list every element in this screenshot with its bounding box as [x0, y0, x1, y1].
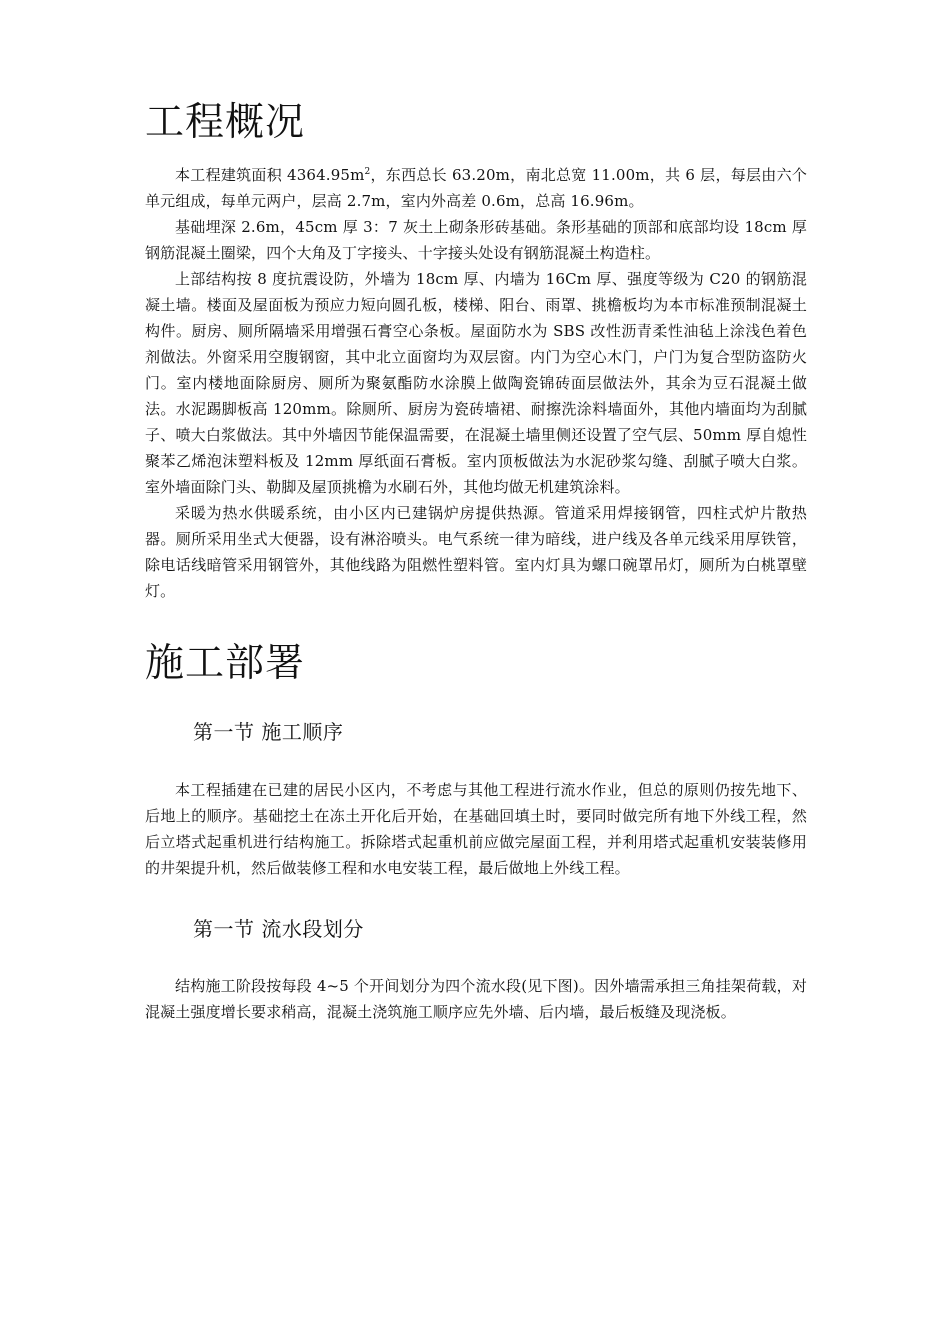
- paragraph-superstructure: 上部结构按 8 度抗震设防，外墙为 18cm 厚、内墙为 16Cm 厚、强度等级为 C20 的钢筋混凝土墙。楼面及屋面板为预应力短向圆孔板，楼梯、阳台、雨罩、挑檐板均为本市标准预制混凝土构件。厨房、厕所隔墙采用增强石膏空心条板。屋面防水为 SBS 改性沥青柔性油毡上涂浅色着色剂做法。外窗采用空腹钢窗，其中北立面窗均为双层窗。内门为空心木门，户门为复合型防盗防火门。室内楼地面除厨房、厕所为聚氨酯防水涂膜上做陶瓷锦砖面层做法外，其余为豆石混凝土做法。水泥踢脚板高 120mm。除厕所、厨房为瓷砖墙裙、耐擦洗涂料墙面外，其他内墙面均为刮腻子、喷大白浆做法。其中外墙因节能保温需要，在混凝土墙里侧还设置了空气层、50mm 厚自熄性聚苯乙烯泡沫塑料板及 12mm 厚纸面石膏板。室内顶板做法为水泥砂浆勾缝、刮腻子喷大白浆。室外墙面除门头、勒脚及屋顶挑檐为水刷石外，其他均做无机建筑涂料。: [145, 270, 807, 496]
- document-page: [145, 0, 807, 1025]
- paragraph-building-area: 本工程建筑面积 $4364.95m^2$，东西总长 63.20m，南北总宽 11.00m，共 6 层，每层由六个单元组成，每单元两户，层高 2.7m，室内外高差 0.6m，总高 16.96m。: [145, 166, 808, 210]
- subheading-construction-sequence: 第一节 施工顺序: [193, 720, 344, 744]
- superscript-2: 2: [364, 167, 371, 177]
- paragraph-foundation: 基础埋深 2.6m，45cm 厚 3：7 灰土上砌条形砖基础。条形基础的顶部和底部均设 18cm 厚钢筋混凝土圈梁，四个大角及丁字接头、十字接头处设有钢筋混凝土构造柱。: [145, 218, 807, 262]
- paragraph-flow-section-division: 结构施工阶段按每段 4~5 个开间划分为四个流水段(见下图)。因外墙需承担三角挂架荷载，对混凝土强度增长要求稍高，混凝土浇筑施工顺序应先外墙、后内墙，最后板缝及现浇板。: [145, 977, 807, 1021]
- paragraph-heating-electrical: 采暖为热水供暖系统，由小区内已建锅炉房提供热源。管道采用焊接钢管，四柱式炉片散热器。厕所采用坐式大便器，设有淋浴喷头。电气系统一律为暗线，进户线及各单元线采用厚铁管，除电话线暗管采用钢管外，其他线路为阻燃性塑料管。室内灯具为螺口碗罩吊灯，厕所为白桃罩壁灯。: [145, 504, 807, 600]
- subheading-flow-section-division: 第一节 流水段划分: [193, 917, 364, 941]
- heading-construction-deployment: 施工部署: [145, 641, 306, 686]
- heading-project-overview: 工程概况: [145, 100, 306, 145]
- paragraph-construction-sequence: 本工程插建在已建的居民小区内，不考虑与其他工程进行流水作业，但总的原则仍按先地下、后地上的顺序。基础挖土在冻土开化后开始，在基础回填土时，要同时做完所有地下外线工程，然后立塔式起重机进行结构施工。拆除塔式起重机前应做完屋面工程，并利用塔式起重机安装装修用的井架提升机，然后做装修工程和水电安装工程，最后做地上外线工程。: [145, 781, 807, 877]
